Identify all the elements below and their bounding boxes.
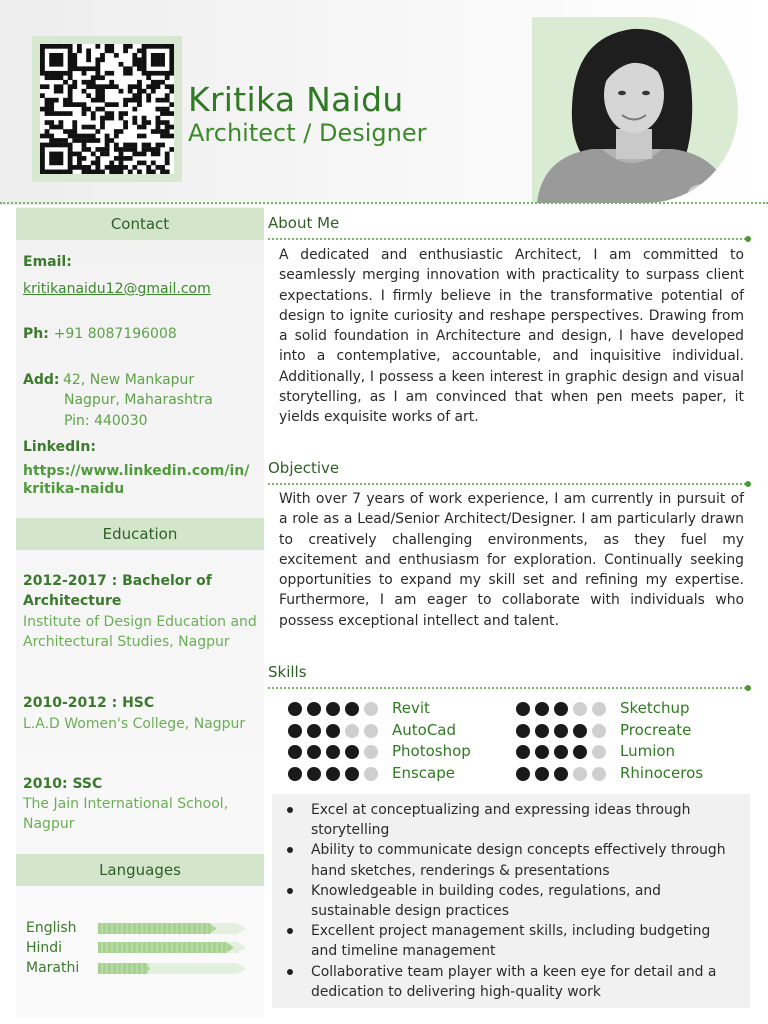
- rating-dot-filled: [516, 702, 530, 716]
- skills-rule: [268, 687, 746, 689]
- skill-rating: [288, 724, 388, 738]
- rating-dot-empty: [364, 702, 378, 716]
- rating-dot-filled: [554, 745, 568, 759]
- person-name: Kritika Naidu: [188, 80, 404, 119]
- rating-dot-filled: [345, 702, 359, 716]
- list-item: Collaborative team player with a keen eye for detail and a dedication to delivering high-quality work: [287, 962, 737, 1002]
- list-item: Excel at conceptualizing and expressing ideas through storytelling: [287, 800, 737, 840]
- qr-code-icon: [40, 44, 174, 174]
- language-bar-hindi: [98, 942, 246, 953]
- rating-dot-filled: [345, 767, 359, 781]
- email-label: Email:: [23, 254, 72, 270]
- about-rule: [268, 238, 746, 240]
- address-line-3: Pin: 440030: [64, 413, 148, 429]
- language-name-english: English: [26, 920, 77, 936]
- education-place-2: L.A.D Women's College, Nagpur: [23, 716, 246, 732]
- rating-dot-filled: [554, 702, 568, 716]
- about-heading: About Me: [268, 214, 340, 232]
- linkedin-link-line-1[interactable]: https://www.linkedin.com/in/: [23, 463, 250, 479]
- skill-rating: [288, 767, 388, 781]
- rating-dot-empty: [364, 724, 378, 738]
- rating-dot-filled: [535, 767, 549, 781]
- person-title: Architect / Designer: [188, 119, 427, 147]
- rating-dot-filled: [535, 724, 549, 738]
- rating-dot-filled: [288, 745, 302, 759]
- education-place-3: The Jain International School, Nagpur: [23, 796, 229, 832]
- rating-dot-filled: [535, 745, 549, 759]
- rating-dot-filled: [554, 724, 568, 738]
- about-rule-dot: [745, 236, 751, 242]
- linkedin-label: LinkedIn:: [23, 439, 96, 455]
- rating-dot-filled: [516, 724, 530, 738]
- objective-text: With over 7 years of work experience, I am currently in pursuit of a role as a Lead/Senior Architect/Designer. I am particularly drawn to creatively challenging environments, as they fuel my excitement and enthusiasm for exploration. Continually seeking opportunities to expand my skill set and refining my expertise. Furthermore, I am eager to collaborate with individuals who possess exceptional intellect and talent.: [279, 491, 744, 629]
- language-bar-fill: [98, 923, 216, 934]
- education-year-3: 2010: SSC: [23, 776, 103, 792]
- rating-dot-filled: [288, 702, 302, 716]
- education-year-2: 2010-2012 : HSC: [23, 695, 155, 711]
- rating-dot-filled: [516, 745, 530, 759]
- skill-rating: [288, 702, 388, 716]
- skill-rating: [288, 745, 388, 759]
- rating-dot-empty: [573, 702, 587, 716]
- address-line-2: Nagpur, Maharashtra: [64, 392, 213, 408]
- language-bar-fill: [98, 942, 234, 953]
- rating-dot-filled: [345, 745, 359, 759]
- rating-dot-empty: [592, 745, 606, 759]
- rating-dot-filled: [307, 767, 321, 781]
- rating-dot-filled: [307, 724, 321, 738]
- rating-dot-filled: [326, 702, 340, 716]
- skill-name: Procreate: [620, 721, 692, 739]
- skill-rating: [516, 702, 616, 716]
- skills-summary-list: [287, 800, 737, 1002]
- skill-rating: [516, 767, 616, 781]
- list-item: Knowledgeable in building codes, regulations, and sustainable design practices: [287, 881, 737, 921]
- objective-rule-dot: [745, 481, 751, 487]
- skill-name: Lumion: [620, 742, 676, 760]
- skill-name: Photoshop: [392, 742, 471, 760]
- about-text: A dedicated and enthusiastic Architect, I am committed to seamlessly merging innovation with practicality to surpass client expectations. I firmly believe in the transformative potential of design to ignite curiosity and reshape perspectives. Drawing from a solid foundation in Architecture and design, I have developed into a contemplative, accountable, and inquisitive individual. Additionally, I possess a keen interest in graphic design and visual storytelling, as I am convinced that when pen meets paper, it yields exquisite works of art.: [279, 247, 744, 426]
- rating-dot-filled: [326, 745, 340, 759]
- rating-dot-empty: [592, 724, 606, 738]
- rating-dot-filled: [516, 767, 530, 781]
- objective-heading: Objective: [268, 459, 340, 477]
- education-heading: Education: [16, 518, 264, 550]
- skill-rating: [516, 724, 616, 738]
- rating-dot-empty: [592, 767, 606, 781]
- rating-dot-empty: [364, 745, 378, 759]
- language-name-marathi: Marathi: [26, 960, 80, 976]
- skill-name: Enscape: [392, 764, 455, 782]
- rating-dot-filled: [288, 724, 302, 738]
- rating-dot-empty: [573, 767, 587, 781]
- language-bar-marathi: [98, 963, 246, 974]
- phone-value: +91 8087196008: [53, 326, 177, 342]
- skills-heading: Skills: [268, 663, 307, 681]
- rating-dot-filled: [554, 767, 568, 781]
- phone-row: [23, 326, 177, 342]
- rating-dot-empty: [592, 702, 606, 716]
- email-link[interactable]: kritikanaidu12@gmail.com: [23, 281, 211, 297]
- education-place-1: Institute of Design Education and Architectural Studies, Nagpur: [23, 614, 257, 650]
- languages-heading: Languages: [16, 854, 264, 886]
- language-bar-english: [98, 923, 246, 934]
- linkedin-link-line-2[interactable]: kritika-naidu: [23, 481, 125, 497]
- education-year-1: 2012-2017 : Bachelor of Architecture: [23, 573, 212, 609]
- rating-dot-filled: [326, 724, 340, 738]
- header-divider: [0, 202, 768, 204]
- rating-dot-empty: [345, 724, 359, 738]
- skills-rule-dot: [745, 685, 751, 691]
- rating-dot-filled: [535, 702, 549, 716]
- address-label: Add:: [23, 372, 60, 388]
- rating-dot-filled: [307, 745, 321, 759]
- contact-heading: Contact: [16, 208, 264, 240]
- objective-rule: [268, 483, 746, 485]
- skill-name: Revit: [392, 699, 430, 717]
- phone-label: Ph:: [23, 326, 49, 342]
- rating-dot-filled: [573, 724, 587, 738]
- list-item: Excellent project management skills, including budgeting and timeline management: [287, 921, 737, 961]
- rating-dot-filled: [573, 745, 587, 759]
- rating-dot-filled: [288, 767, 302, 781]
- skill-name: Sketchup: [620, 699, 690, 717]
- address-line-1: 42, New Mankapur: [63, 372, 195, 388]
- rating-dot-filled: [326, 767, 340, 781]
- profile-photo: [532, 17, 738, 203]
- list-item: Ability to communicate design concepts effectively through hand sketches, renderings & presentations: [287, 840, 737, 880]
- rating-dot-empty: [364, 767, 378, 781]
- skill-name: AutoCad: [392, 721, 457, 739]
- language-name-hindi: Hindi: [26, 940, 63, 956]
- language-bar-fill: [98, 963, 150, 974]
- skill-rating: [516, 745, 616, 759]
- rating-dot-filled: [307, 702, 321, 716]
- skill-name: Rhinoceros: [620, 764, 704, 782]
